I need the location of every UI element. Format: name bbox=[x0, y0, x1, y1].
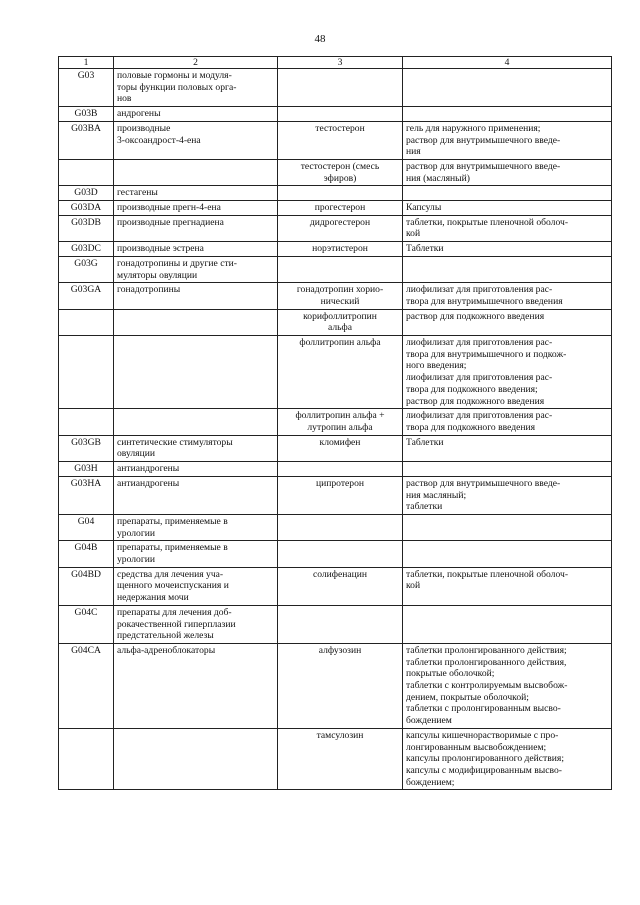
table-row bbox=[59, 728, 612, 790]
drug-name-cell: тестостерон bbox=[278, 121, 403, 159]
table-row bbox=[59, 514, 612, 540]
dosage-form-cell bbox=[403, 541, 612, 567]
table-row bbox=[59, 541, 612, 567]
dosage-form-cell bbox=[403, 256, 612, 282]
table-row bbox=[59, 336, 612, 409]
column-header-3: 3 bbox=[278, 57, 403, 69]
atc-code-cell: G03DC bbox=[59, 242, 114, 257]
anatomical-therapeutic-group-cell: производные прегн-4-ена bbox=[114, 201, 278, 216]
dosage-form-cell bbox=[403, 107, 612, 122]
dosage-form-cell: капсулы кишечнорастворимые с про- лонгированным высвобождением; капсулы пролонгированного действия; капсулы с модифицированным высво- бождением; bbox=[403, 728, 612, 790]
drug-name-cell: фоллитропин альфа bbox=[278, 336, 403, 409]
dosage-form-cell: таблетки, покрытые пленочной оболоч- кой bbox=[403, 567, 612, 605]
drug-name-cell: тестостерон (смесь эфиров) bbox=[278, 159, 403, 185]
table-row bbox=[59, 121, 612, 159]
drug-name-cell bbox=[278, 107, 403, 122]
atc-code-cell bbox=[59, 159, 114, 185]
column-header-2: 2 bbox=[114, 57, 278, 69]
anatomical-therapeutic-group-cell: андрогены bbox=[114, 107, 278, 122]
table-row bbox=[59, 409, 612, 435]
drug-name-cell bbox=[278, 186, 403, 201]
anatomical-therapeutic-group-cell: гонадотропины и другие сти- муляторы овуляции bbox=[114, 256, 278, 282]
anatomical-therapeutic-group-cell bbox=[114, 336, 278, 409]
atc-code-cell: G04B bbox=[59, 541, 114, 567]
atc-code-cell: G03G bbox=[59, 256, 114, 282]
atc-code-cell: G04CA bbox=[59, 643, 114, 728]
atc-code-cell: G04BD bbox=[59, 567, 114, 605]
atc-code-cell: G03DA bbox=[59, 201, 114, 216]
anatomical-therapeutic-group-cell: гестагены bbox=[114, 186, 278, 201]
dosage-form-cell: лиофилизат для приготовления рас- твора для подкожного введения bbox=[403, 409, 612, 435]
drug-name-cell bbox=[278, 256, 403, 282]
atc-code-cell: G03GA bbox=[59, 283, 114, 309]
dosage-form-cell: Таблетки bbox=[403, 435, 612, 461]
dosage-form-cell bbox=[403, 186, 612, 201]
dosage-form-cell: Капсулы bbox=[403, 201, 612, 216]
dosage-form-cell: раствор для внутримышечного введе- ния масляный; таблетки bbox=[403, 476, 612, 514]
drug-name-cell: гонадотропин хорио- нический bbox=[278, 283, 403, 309]
table-row bbox=[59, 309, 612, 335]
atc-code-cell: G03H bbox=[59, 462, 114, 477]
drug-name-cell: прогестерон bbox=[278, 201, 403, 216]
atc-code-cell: G04 bbox=[59, 514, 114, 540]
dosage-form-cell: таблетки, покрытые пленочной оболоч- кой bbox=[403, 215, 612, 241]
column-header-4: 4 bbox=[403, 57, 612, 69]
drug-name-cell bbox=[278, 462, 403, 477]
anatomical-therapeutic-group-cell: производные прегнадиена bbox=[114, 215, 278, 241]
atc-code-cell bbox=[59, 728, 114, 790]
anatomical-therapeutic-group-cell: альфа-адреноблокаторы bbox=[114, 643, 278, 728]
dosage-form-cell: раствор для внутримышечного введе- ния (масляный) bbox=[403, 159, 612, 185]
drug-name-cell bbox=[278, 605, 403, 643]
anatomical-therapeutic-group-cell: препараты для лечения доб- рокачественной гиперплазии предстательной железы bbox=[114, 605, 278, 643]
atc-code-cell: G03 bbox=[59, 69, 114, 107]
atc-code-cell bbox=[59, 336, 114, 409]
atc-code-cell: G04C bbox=[59, 605, 114, 643]
drug-name-cell bbox=[278, 69, 403, 107]
dosage-form-cell: таблетки пролонгированного действия; таблетки пролонгированного действия, покрытые оболочкой; таблетки с контролируемым высвобож- дением, покрытые оболочкой; таблетки с пролонгированным высво- бождением bbox=[403, 643, 612, 728]
table-row bbox=[59, 256, 612, 282]
dosage-form-cell: лиофилизат для приготовления рас- твора для внутримышечного введения bbox=[403, 283, 612, 309]
atc-code-cell bbox=[59, 309, 114, 335]
atc-code-cell: G03HA bbox=[59, 476, 114, 514]
atc-code-cell: G03GB bbox=[59, 435, 114, 461]
table-row bbox=[59, 242, 612, 257]
dosage-form-cell: лиофилизат для приготовления рас- твора для внутримышечного и подкож- ного введения; лиофилизат для приготовления рас- твора для подкожного введения; раствор для подкожного введения bbox=[403, 336, 612, 409]
dosage-form-cell: гель для наружного применения; раствор для внутримышечного введе- ния bbox=[403, 121, 612, 159]
anatomical-therapeutic-group-cell bbox=[114, 159, 278, 185]
dosage-form-cell bbox=[403, 69, 612, 107]
dosage-form-cell bbox=[403, 462, 612, 477]
anatomical-therapeutic-group-cell: антиандрогены bbox=[114, 462, 278, 477]
atc-classification-table bbox=[58, 56, 612, 790]
drug-name-cell: алфузозин bbox=[278, 643, 403, 728]
drug-name-cell: ципротерон bbox=[278, 476, 403, 514]
table-row bbox=[59, 643, 612, 728]
atc-code-cell: G03B bbox=[59, 107, 114, 122]
atc-code-cell: G03BA bbox=[59, 121, 114, 159]
table-row bbox=[59, 476, 612, 514]
table-row bbox=[59, 435, 612, 461]
drug-name-cell: тамсулозин bbox=[278, 728, 403, 790]
table-header-row bbox=[59, 57, 612, 69]
page-number: 48 bbox=[314, 33, 326, 45]
dosage-form-cell bbox=[403, 514, 612, 540]
anatomical-therapeutic-group-cell bbox=[114, 728, 278, 790]
atc-code-cell: G03D bbox=[59, 186, 114, 201]
atc-code-cell: G03DB bbox=[59, 215, 114, 241]
table-row bbox=[59, 567, 612, 605]
drug-name-cell: норэтистерон bbox=[278, 242, 403, 257]
table-row bbox=[59, 107, 612, 122]
anatomical-therapeutic-group-cell: антиандрогены bbox=[114, 476, 278, 514]
anatomical-therapeutic-group-cell bbox=[114, 409, 278, 435]
table-row bbox=[59, 201, 612, 216]
drug-name-cell: корифоллитропин альфа bbox=[278, 309, 403, 335]
dosage-form-cell: раствор для подкожного введения bbox=[403, 309, 612, 335]
drug-name-cell: фоллитропин альфа + лутропин альфа bbox=[278, 409, 403, 435]
table-row bbox=[59, 605, 612, 643]
table-body bbox=[59, 69, 612, 790]
anatomical-therapeutic-group-cell: половые гормоны и модуля- торы функции половых орга- нов bbox=[114, 69, 278, 107]
anatomical-therapeutic-group-cell: гонадотропины bbox=[114, 283, 278, 309]
drug-name-cell: солифенацин bbox=[278, 567, 403, 605]
anatomical-therapeutic-group-cell: препараты, применяемые в урологии bbox=[114, 541, 278, 567]
table-row bbox=[59, 69, 612, 107]
drug-name-cell bbox=[278, 514, 403, 540]
anatomical-therapeutic-group-cell: производные эстрена bbox=[114, 242, 278, 257]
table-row bbox=[59, 215, 612, 241]
anatomical-therapeutic-group-cell: средства для лечения уча- щенного мочеиспускания и недержания мочи bbox=[114, 567, 278, 605]
anatomical-therapeutic-group-cell: синтетические стимуляторы овуляции bbox=[114, 435, 278, 461]
dosage-form-cell: Таблетки bbox=[403, 242, 612, 257]
table-row bbox=[59, 462, 612, 477]
anatomical-therapeutic-group-cell: препараты, применяемые в урологии bbox=[114, 514, 278, 540]
anatomical-therapeutic-group-cell bbox=[114, 309, 278, 335]
drug-name-cell: кломифен bbox=[278, 435, 403, 461]
drug-name-cell: дидрогестерон bbox=[278, 215, 403, 241]
table-row bbox=[59, 159, 612, 185]
atc-code-cell bbox=[59, 409, 114, 435]
table-row bbox=[59, 283, 612, 309]
drug-name-cell bbox=[278, 541, 403, 567]
table-row bbox=[59, 186, 612, 201]
dosage-form-cell bbox=[403, 605, 612, 643]
anatomical-therapeutic-group-cell: производные 3-оксоандрост-4-ена bbox=[114, 121, 278, 159]
column-header-1: 1 bbox=[59, 57, 114, 69]
